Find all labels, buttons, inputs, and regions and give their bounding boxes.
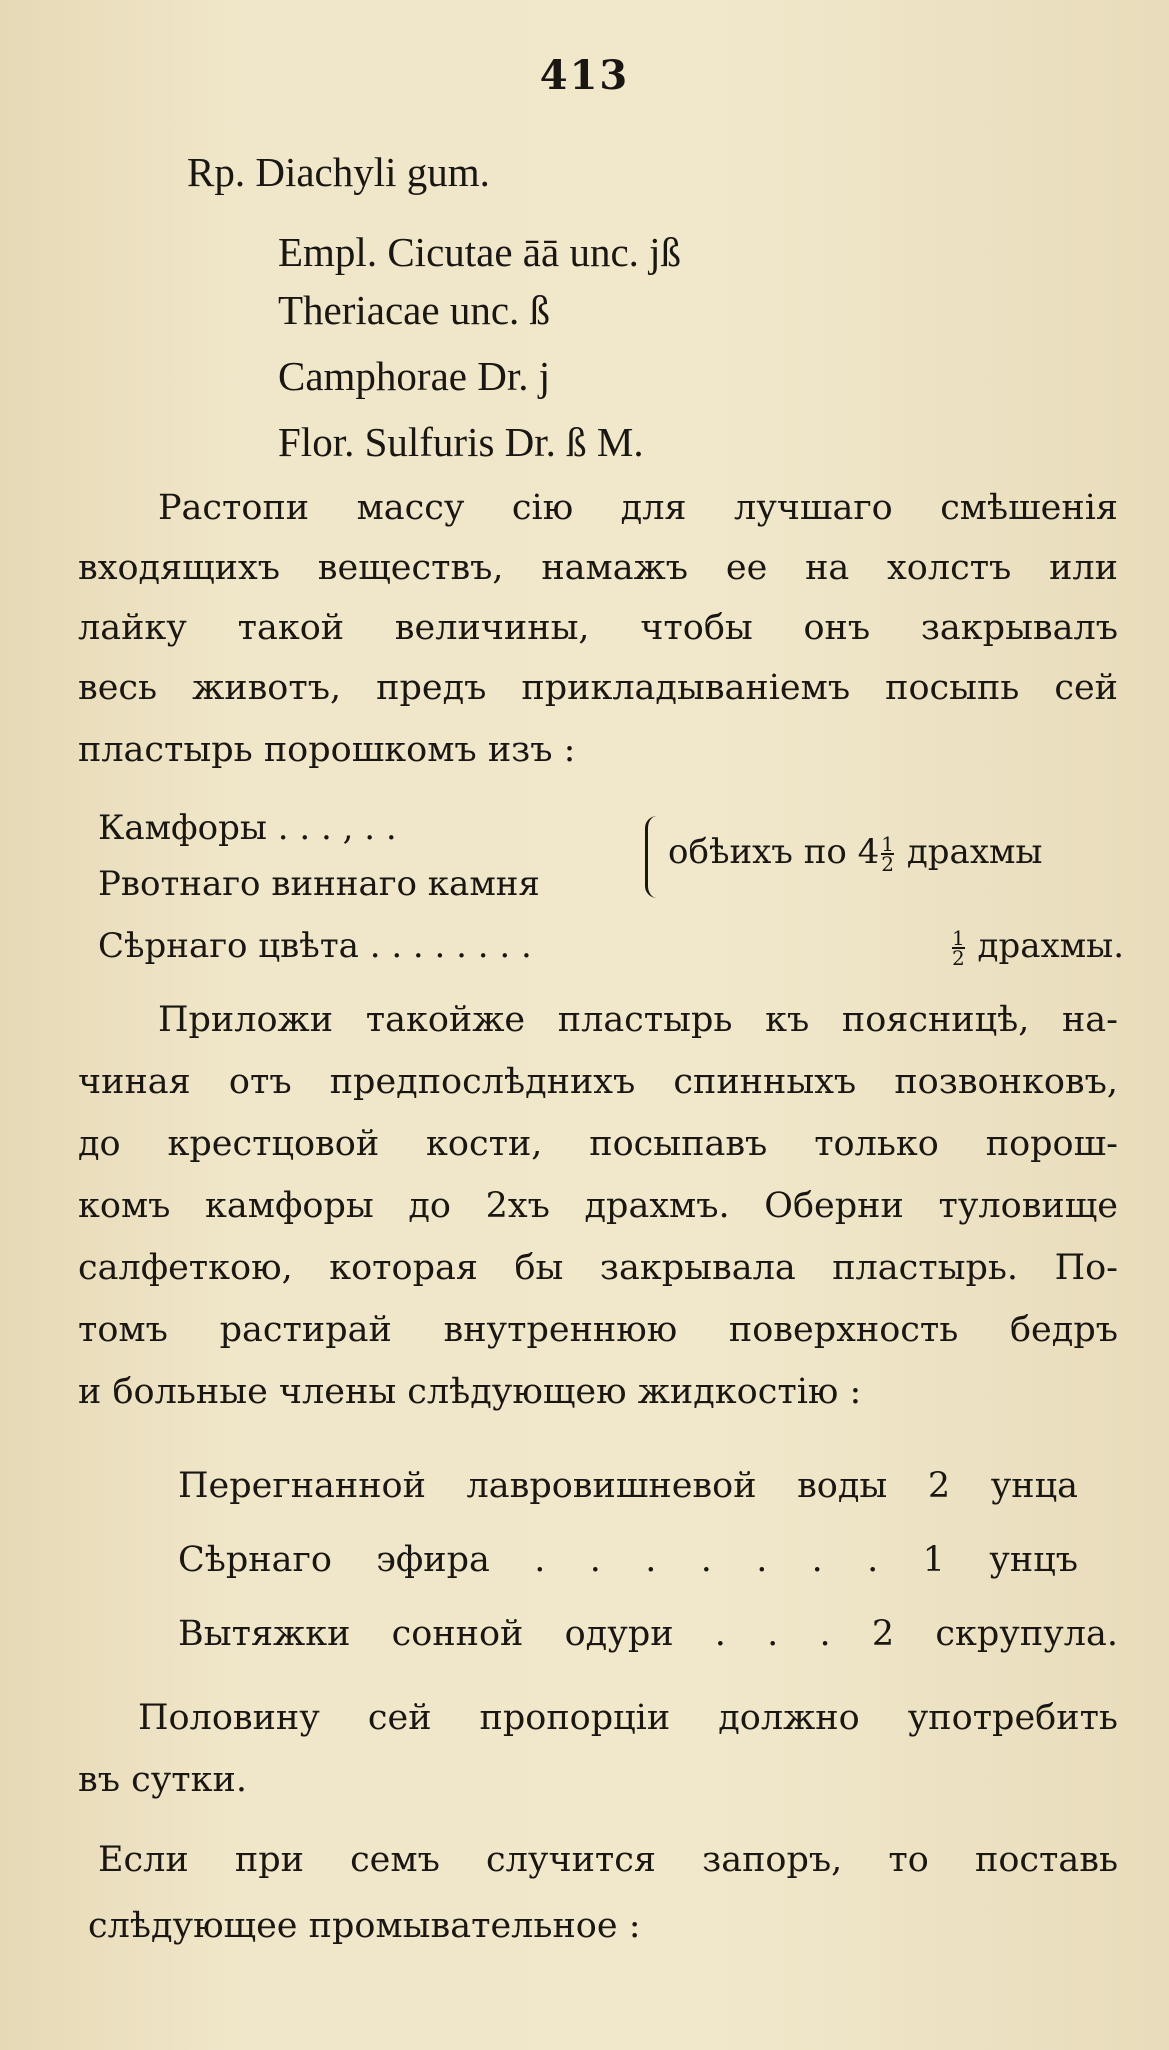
para1-line-5: пластырь порошкомъ изъ :: [78, 730, 576, 770]
liquid-item-2: Сѣрнаго эфира . . . . . . . 1 унцъ: [178, 1540, 1078, 1580]
para2-line-2: чиная отъ предпослѣднихъ спинныхъ позвонковъ,: [78, 1062, 1118, 1102]
para3-line-1: Половину сей пропорціи должно употребить: [138, 1698, 1118, 1738]
page-number: 413: [539, 52, 630, 99]
recipe-line-3: Theriacae unc. ß: [278, 287, 551, 333]
para1-line-3: лайку такой величины, чтобы онъ закрывалъ: [78, 608, 1118, 648]
fraction-denominator: 2: [881, 852, 895, 876]
fraction-numerator: 1: [881, 832, 895, 856]
para2-line-1: Приложи такойже пластырь къ поясницѣ, на-: [158, 1000, 1118, 1040]
powder-shared-prefix: обѣихъ по 4: [668, 832, 880, 872]
liquid-item-3: Вытяжки сонной одури . . . 2 скрупула.: [178, 1614, 1118, 1654]
para3-line-2: въ сутки.: [78, 1760, 247, 1800]
recipe-line-4: Camphorae Dr. j: [278, 353, 551, 399]
recipe-line-1: Rp. Diachyli gum.: [187, 149, 490, 195]
powder-shared-suffix: драхмы: [906, 832, 1043, 872]
fraction-half: [881, 832, 895, 876]
fraction-numerator: 1: [952, 926, 965, 950]
para1-line-1: Растопи массу сію для лучшаго смѣшенія: [158, 488, 1118, 528]
powder-item-3-dose: [950, 926, 1125, 970]
para2-line-5: салфеткою, которая бы закрывала пластырь. По-: [78, 1248, 1118, 1288]
para4-line-2: слѣдующее промывательное :: [88, 1906, 641, 1946]
para1-line-2: входящихъ веществъ, намажъ ее на холстъ или: [78, 548, 1118, 588]
powder-shared-dose: [668, 832, 1043, 876]
recipe-line-5: Flor. Sulfuris Dr. ß M.: [278, 419, 644, 465]
fraction-denominator: 2: [952, 946, 965, 970]
para2-line-7: и больные члены слѣдующею жидкостію :: [78, 1372, 862, 1412]
powder-item-3-suffix: драхмы.: [977, 926, 1125, 966]
powder-item-3: Сѣрнаго цвѣта . . . . . . . .: [98, 926, 532, 966]
powder-item-1: Камфоры . . . , . .: [98, 808, 397, 848]
para2-line-4: комъ камфоры до 2хъ драхмъ. Оберни туловище: [78, 1186, 1118, 1226]
recipe-line-2: Empl. Cicutae āā unc. jß: [278, 229, 682, 275]
para2-line-3: до крестцовой кости, посыпавъ только порош-: [78, 1124, 1118, 1164]
liquid-item-1: Перегнанной лавровишневой воды 2 унца: [178, 1466, 1078, 1506]
curly-brace-icon: [645, 816, 662, 898]
para4-line-1: Если при семъ случится запоръ, то поставь: [98, 1840, 1118, 1880]
para1-line-4: весь животъ, предъ прикладываніемъ посыпь сей: [78, 668, 1118, 708]
fraction-half: [952, 926, 965, 970]
powder-item-2: Рвотнаго виннаго камня: [98, 864, 540, 904]
para2-line-6: томъ растирай внутреннюю поверхность бедръ: [78, 1310, 1118, 1350]
